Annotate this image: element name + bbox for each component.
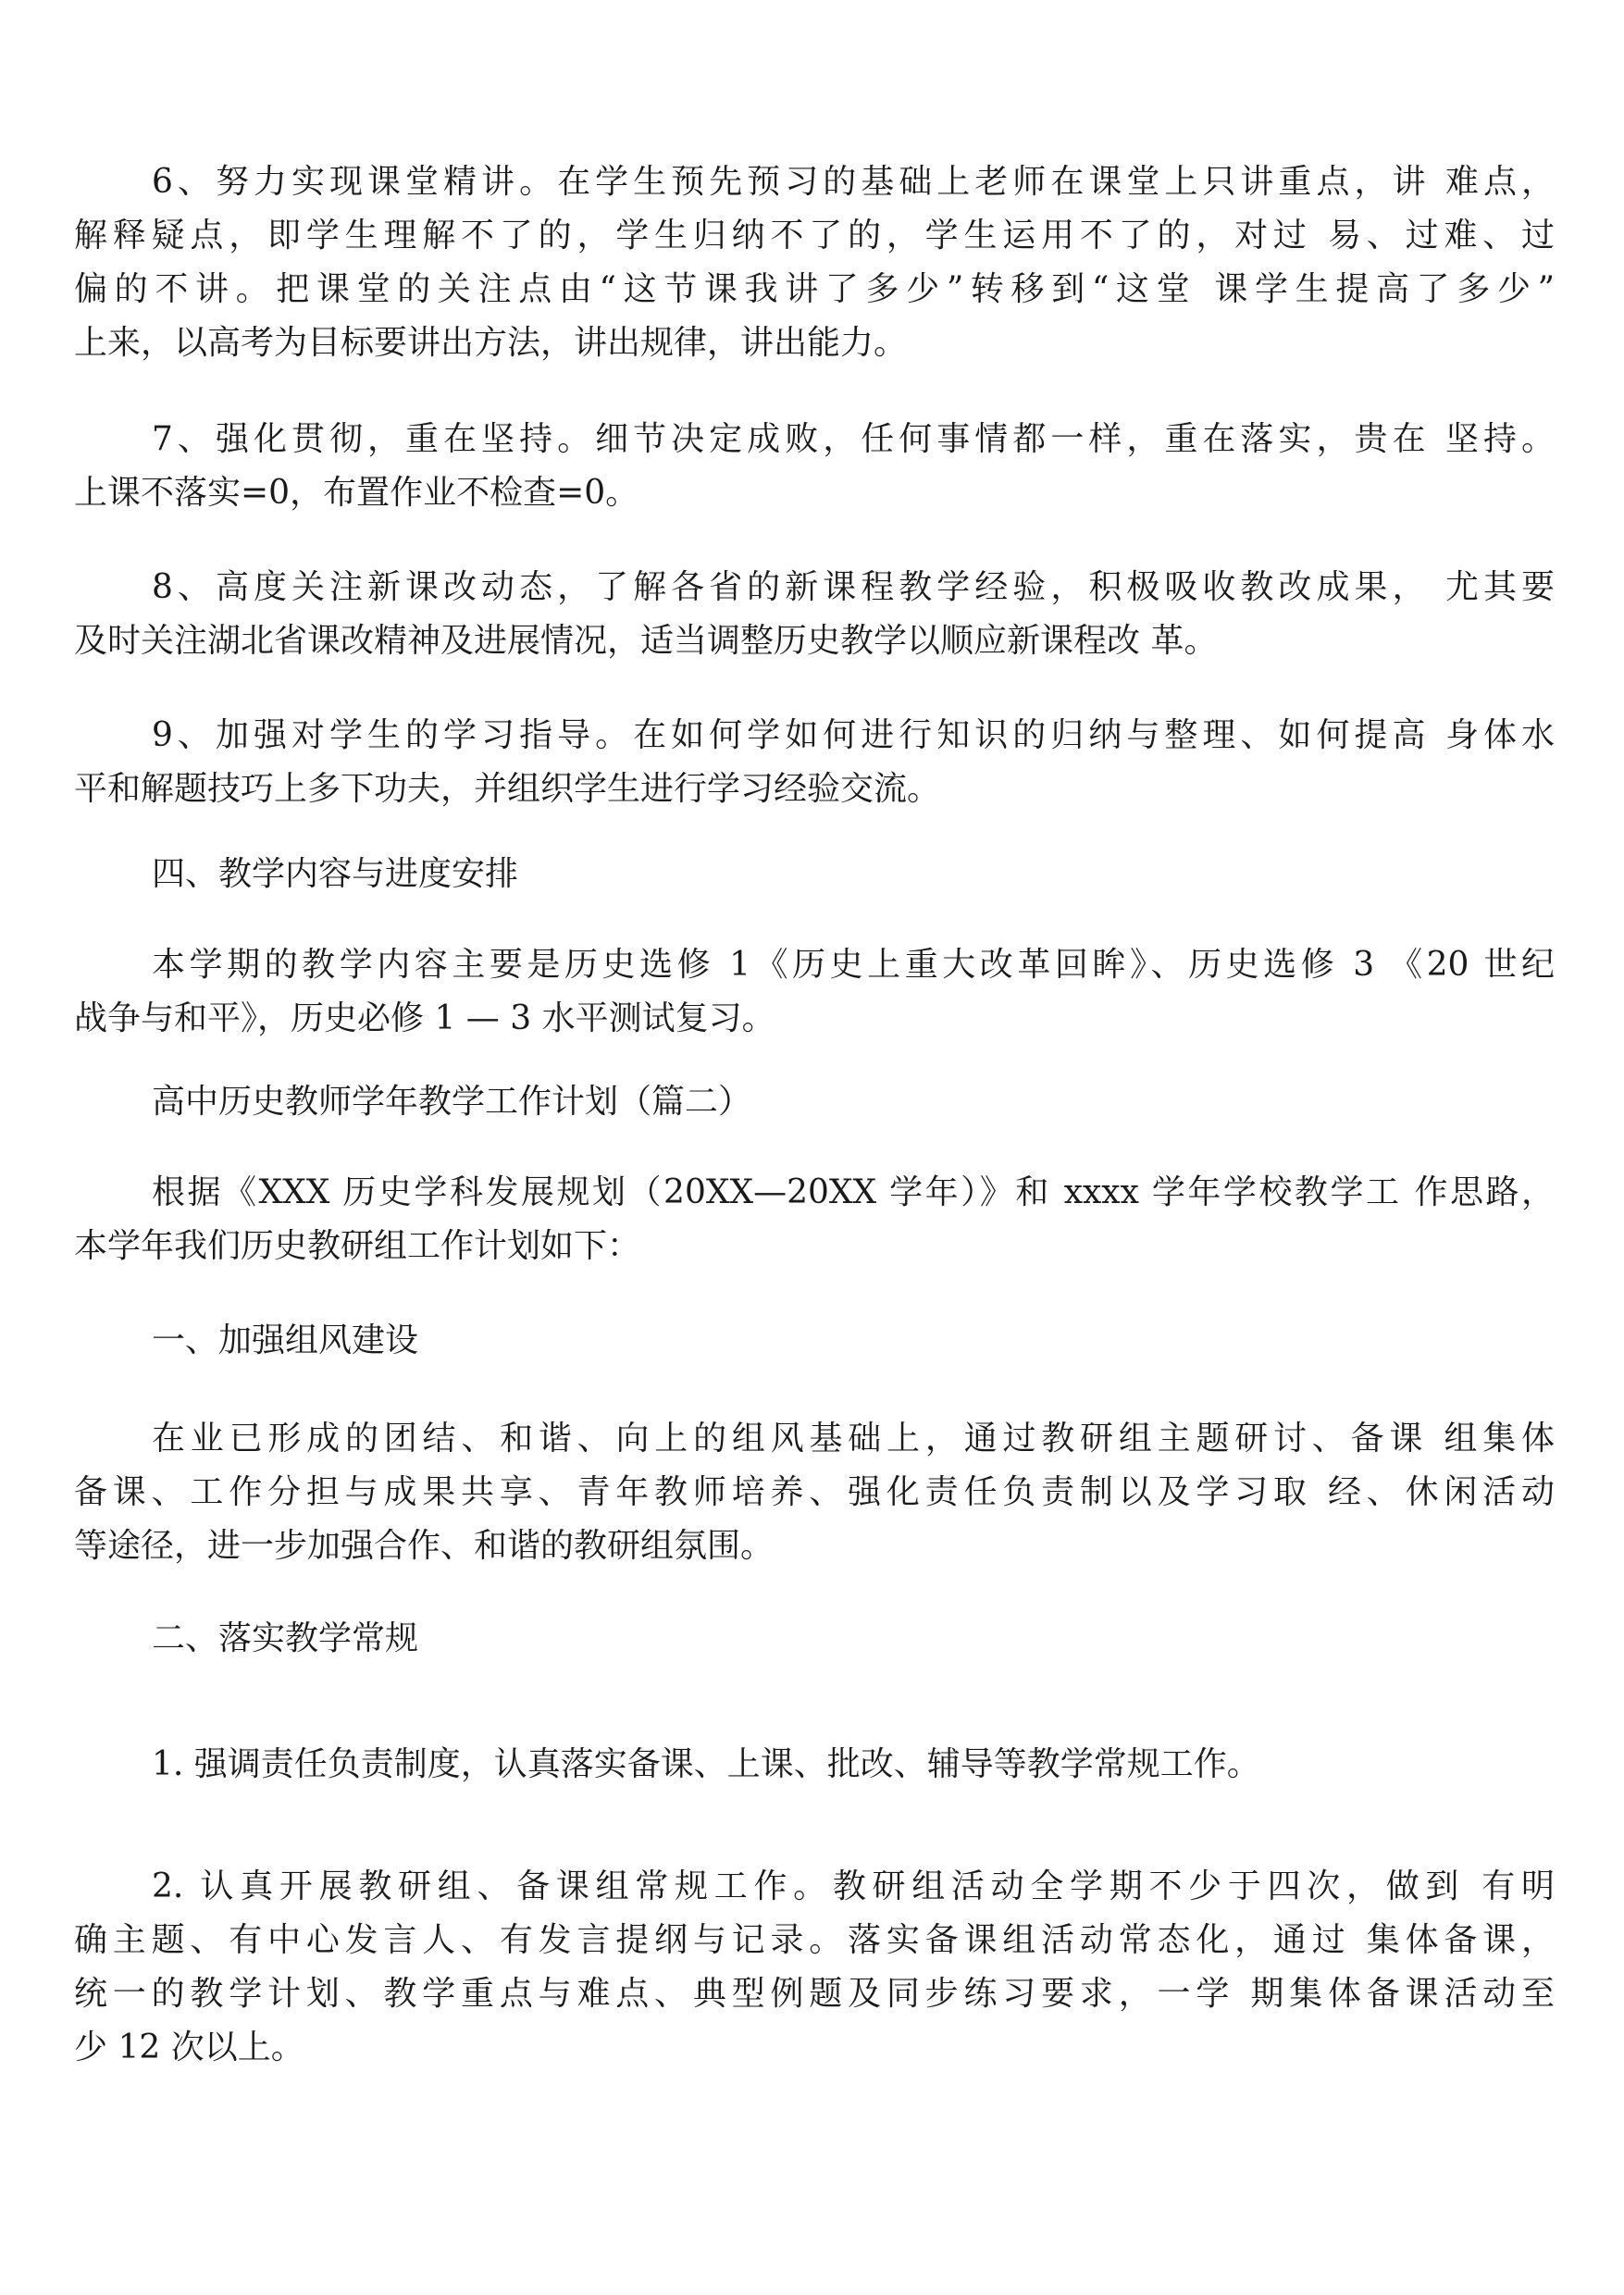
document-subtitle	[74, 1075, 1555, 1129]
heading-text: 四、教学内容与进度安排	[152, 855, 519, 893]
text-line: 少 12 次以上。	[74, 2028, 304, 2066]
text-line: 平和解题技巧上多下功夫，并组织学生进行学习经验交流。	[74, 770, 941, 808]
text-line: 根据《XXX 历史学科发展规划（20XX—20XX 学年）》和 xxxx 学年学校教学工 作思路，	[152, 1173, 1555, 1211]
text-line: 本学年我们历史教研组工作计划如下：	[74, 1227, 641, 1265]
section-heading-4	[74, 848, 1555, 901]
text-line: 本学期的教学内容主要是历史选修 1《历史上重大改革回眸》、历史选修 3 《20 世纪	[152, 946, 1555, 984]
list-item-2	[74, 1860, 1555, 2075]
heading-text: 一、加强组风建设	[152, 1321, 419, 1359]
text-line: 及时关注湖北省课改精神及进展情况，适当调整历史教学以顺应新课程改 革。	[74, 622, 1218, 660]
paragraph-intro	[74, 1166, 1555, 1273]
text-line: 确主题、有中心发言人、有发言提纲与记录。落实备课组活动常态化，通过 集体备课，	[74, 1921, 1555, 1959]
text-line: 备课、工作分担与成果共享、青年教师培养、强化责任负责制以及学习取 经、休闲活动	[74, 1473, 1555, 1511]
section-heading-1	[74, 1314, 1555, 1368]
text-line: 8、高度关注新课改动态，了解各省的新课程教学经验，积极吸收教改成果， 尤其要	[152, 568, 1555, 606]
text-line: 偏的不讲。把课堂的关注点由“这节课我讲了多少”转移到“这堂 课学生提高了多少”	[74, 270, 1555, 308]
paragraph-item-6	[74, 155, 1555, 370]
paragraph-item-9	[74, 709, 1555, 816]
text-line: 等途径，进一步加强合作、和谐的教研组氛围。	[74, 1527, 775, 1565]
paragraph-teaching-content	[74, 938, 1555, 1046]
text-line: 7、强化贯彻，重在坚持。细节决定成败，任何事情都一样，重在落实，贵在 坚持。	[152, 420, 1555, 458]
paragraph-item-8	[74, 561, 1555, 668]
section-heading-2	[74, 1612, 1555, 1666]
subtitle-text: 高中历史教师学年教学工作计划（篇二）	[152, 1083, 752, 1121]
text-line: 解释疑点，即学生理解不了的，学生归纳不了的，学生运用不了的，对过 易、过难、过	[74, 217, 1555, 254]
paragraph-item-7	[74, 413, 1555, 520]
text-line: 战争与和平》，历史必修 1 — 3 水平测试复习。	[74, 999, 775, 1037]
heading-text: 二、落实教学常规	[152, 1619, 419, 1657]
text-line: 在业已形成的团结、和谐、向上的组风基础上，通过教研组主题研讨、备课 组集体	[152, 1420, 1555, 1458]
text-line: 2. 认真开展教研组、备课组常规工作。教研组活动全学期不少于四次，做到 有明	[152, 1867, 1555, 1905]
text-line: 统一的教学计划、教学重点与难点、典型例题及同步练习要求，一学 期集体备课活动至	[74, 1975, 1555, 2013]
text-line: 上课不落实=0，布置作业不检查=0。	[74, 474, 639, 512]
text-line: 6、努力实现课堂精讲。在学生预先预习的基础上老师在课堂上只讲重点，讲 难点，	[152, 163, 1555, 201]
text-line: 1. 强调责任负责制度，认真落实备课、上课、批改、辅导等教学常规工作。	[152, 1745, 1260, 1783]
paragraph-group-style	[74, 1412, 1555, 1573]
text-line: 9、加强对学生的学习指导。在如何学如何进行知识的归纳与整理、如何提高 身体水	[152, 716, 1555, 754]
list-item-1	[74, 1738, 1555, 1792]
text-line: 上来，以高考为目标要讲出方法，讲出规律，讲出能力。	[74, 324, 908, 362]
